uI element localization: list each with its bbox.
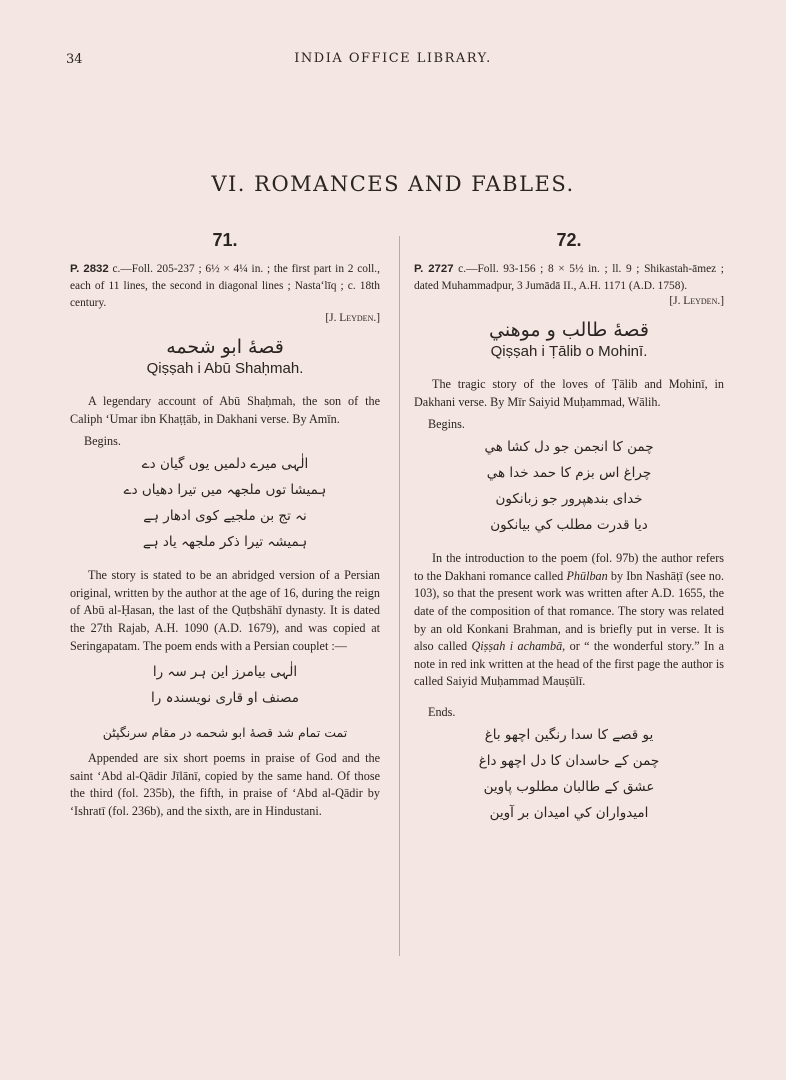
verse-line: ہمیشہ تیرا ذکر ملجھہ یاد ہے <box>142 534 308 551</box>
verse-line: نہ تج بن ملجیے کوی ادھار ہے <box>143 508 307 525</box>
description: The tragic story of the loves of Ṭālib and Mohinī, in Dakhani verse. By Mīr Saiyid Muḥammad, Wālih. <box>414 377 724 409</box>
collector: [J. Leyden.] <box>325 312 380 324</box>
section-title: VI. ROMANCES AND FABLES. <box>211 172 575 196</box>
begins-label: Begins. <box>428 417 465 432</box>
press-mark: P. 2727 <box>414 263 454 275</box>
verse-line: دیا قدرت مطلب کي بیانکون <box>490 517 648 534</box>
body-text: The story is stated to be an abridged version of a Persian original, written by the author at the age of 16, during the reign of Abū al-Ḥasan, the last of the Quṭbshāhī dynasty. It is dated the 27th Rajab, A.H. 1090 (A.D. 1679), and was copied at Seringapatam. The poem ends with a Persian couplet :— <box>70 568 380 653</box>
body-text-c: , or “ the wonderful story.” In a note in red ink written at the head of the first page the author is called Saiyid Muḥammad Mauṣūlī. <box>414 639 724 689</box>
ends-label: Ends. <box>428 704 456 719</box>
entry-71 <box>70 230 380 821</box>
colophon: تمت تمام شد قصهٔ ابو شحمه در مقام سرنگپٹن <box>102 725 348 741</box>
arabic-title: قصهٔ طالب و موهني <box>489 319 649 341</box>
verse-line: الٰہی میرے دلمیں یوں گیان دے <box>141 456 309 473</box>
verse-line: خدای بندهپرور جو زبانکون <box>495 491 643 508</box>
title-phulban: Phūlban <box>566 568 608 583</box>
description: A legendary account of Abū Shaḥmah, the son of the Caliph ‘Umar ibn Khaṭṭāb, in Dakhani verse. By Amīn. <box>70 394 380 426</box>
arabic-title: قصهٔ ابو شحمه <box>166 336 284 358</box>
page-number: 34 <box>66 52 83 67</box>
verse-line: چمن کے حاسدان کا دل اچھو داغ <box>478 752 660 769</box>
column-divider <box>399 236 400 956</box>
ends-verses <box>414 722 724 826</box>
body-text-b: by Ibn Nashāṭī (see no. 103), so that the present work was written after A.D. 1655, the date of the composition of that romance. The story was related by an old Konkani Brahman, and is briefly put in verse. It is also called <box>414 568 724 654</box>
body-text <box>414 550 724 691</box>
press-mark: P. 2832 <box>70 263 109 275</box>
transliterated-title: Qiṣṣah i Ṭālib o Mohinī. <box>490 343 648 360</box>
entry-meta <box>70 261 380 312</box>
body-text-a: In the introduction to the poem (fol. 97b) the author refers to the Dakhani romance called <box>414 551 724 583</box>
meta-text: c.—Foll. 205-237 ; 6½ × 4¼ in. ; the first part in 2 coll., each of 11 lines, the second in diagonal lines ; Nasta‘līq ; c. 18th century. <box>70 263 380 309</box>
running-head: INDIA OFFICE LIBRARY. <box>294 51 492 66</box>
verse-line: مصنف او قاری نویسندہ را <box>151 690 299 707</box>
begins-verses <box>414 434 724 538</box>
entry-72 <box>414 230 724 838</box>
begins-label: Begins. <box>84 434 121 449</box>
verse-line: یو قصے کا سدا رنگین اچھو باغ <box>484 726 654 743</box>
verse-line: عشق کے طالبان مطلوب پاوین <box>483 778 655 795</box>
appended-text: Appended are six short poems in praise of God and the saint ‘Abd al-Qādir Jīlānī, copied by the same hand. Of those the third (fol. 235b), the fifth, in praise of ‘Abd al-Qādir by ‘Ishratī (fol. 236b), and the sixth, are in Hindustani. <box>70 751 380 818</box>
meta-text: c.—Foll. 93-156 ; 8 × 5½ in. ; ll. 9 ; Shikastah-āmez ; dated Muhammadpur, 3 Jumādā II., A.H. 1171 (A.D. 1758). <box>414 263 724 292</box>
entry-meta <box>414 261 724 295</box>
verse-line: چمن کا انجمن جو دل کشا هي <box>484 439 654 456</box>
begins-verses <box>70 451 380 555</box>
verse-line: الٰہی بیامرز این ہر سہ را <box>152 664 298 681</box>
verse-line: ہمیشا توں ملجھہ میں تیرا دھیاں دے <box>123 482 327 499</box>
collector: [J. Leyden.] <box>669 295 724 307</box>
persian-couplet <box>70 659 380 711</box>
transliterated-title: Qiṣṣah i Abū Shaḥmah. <box>146 360 304 377</box>
title-qissah-achamba: Qiṣṣah i achambā <box>471 639 563 654</box>
entry-number: 71. <box>212 230 238 250</box>
entry-number: 72. <box>556 230 582 250</box>
verse-line: امیدواران کي امیدان بر آوین <box>489 804 649 821</box>
verse-line: چراغ اس بزم کا حمد خدا هي <box>486 465 652 482</box>
